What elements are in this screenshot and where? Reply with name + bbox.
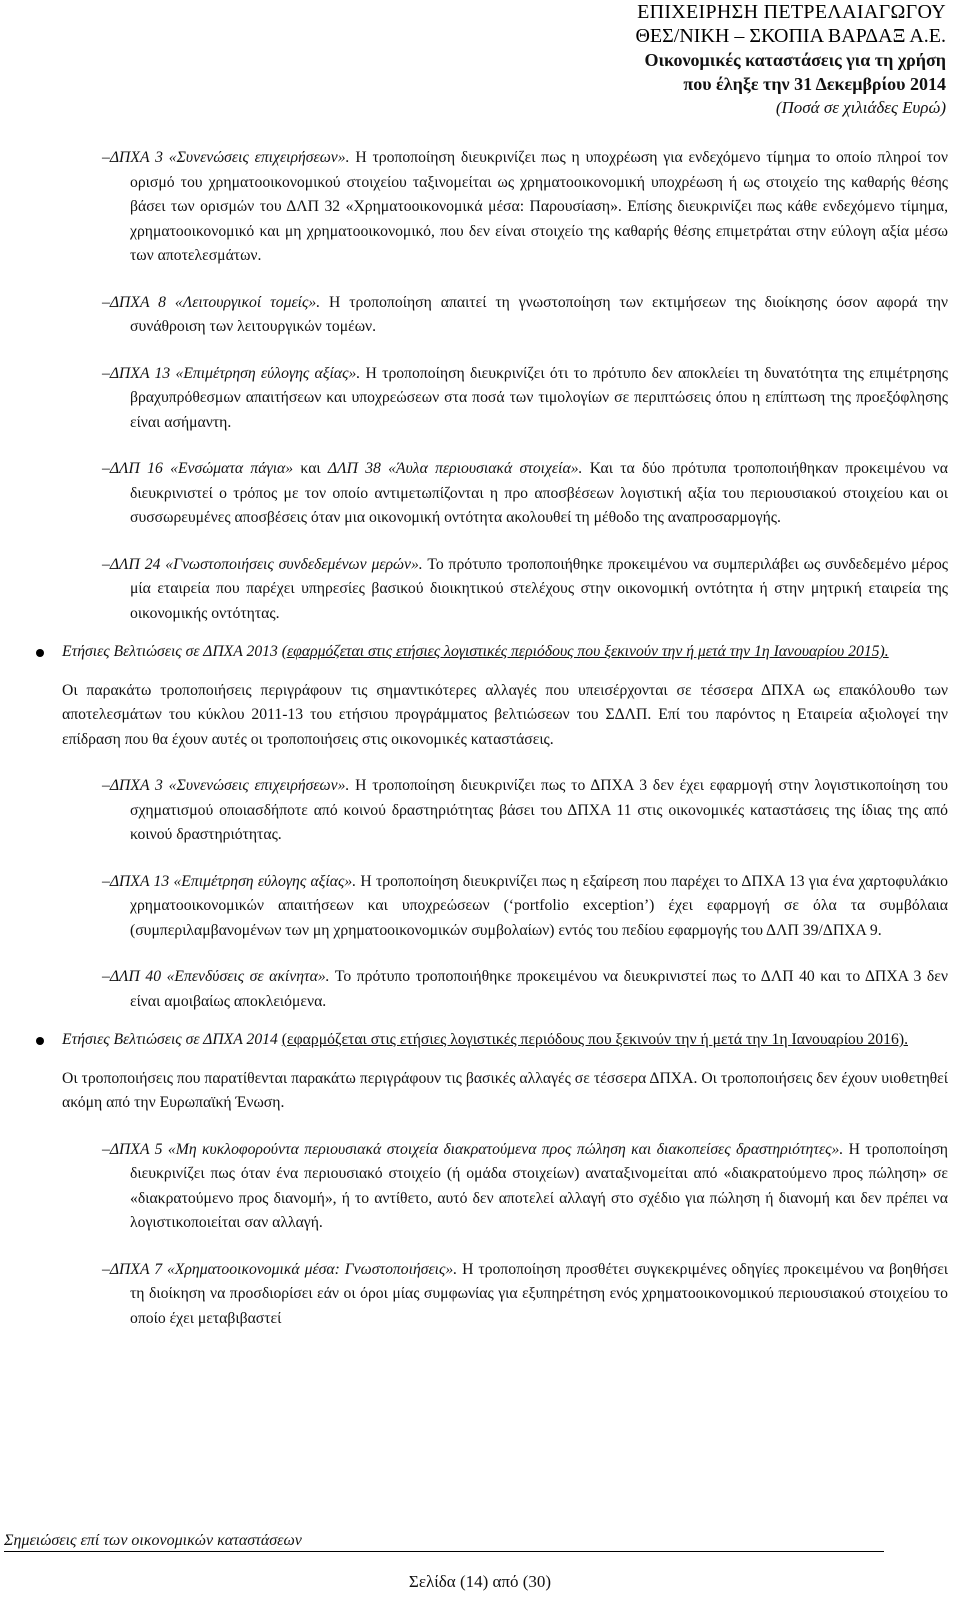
item-ifrs13-2013: –ΔΠΧΑ 13 «Επιμέτρηση εύλογης αξίας». Η τροποποίηση διευκρινίζει πως η εξαίρεση που παρέχει το ΔΠΧΑ 13 για ένα χαρτοφυλάκιο χρηματοοικονομικών απαιτήσεων και υποχρεώσεων (‘portfolio exception’) έχει εφαρμογή σε όλα τα συμβόλαια (συμπεριλαμβανομένων των μη χρηματοοικονομικών συμβολαίων) εντός του πεδίου εφαρμογής του ΔΛΠ 39/ΔΠΧΑ 9. [102, 872, 948, 939]
item-ifrs7-2014: –ΔΠΧΑ 7 «Χρηματοοικονομικά μέσα: Γνωστοποιήσεις». Η τροποποίηση προσθέτει συγκεκριμένες οδηγίες προκειμένου να βοηθήσει τη διοίκηση να προσδιορίσει εάν οι όροι μίας συμφωνίας για εξυπηρέτηση ενός χρηματοοικονομικού περιουσιακού στοιχείου το οποίο έχει μεταβιβαστεί [102, 1260, 948, 1327]
intro-2014: Οι τροποποιήσεις που παρατίθενται παρακάτω περιγράφουν τις βασικές αλλαγές σε τέσσερα ΔΠΧΑ. Οι τροποποιήσεις δεν έχουν υιοθετηθεί ακόμη από την Ευρωπαϊκή Ένωση. [62, 1069, 948, 1111]
bullet-dot [36, 649, 44, 657]
bullet-improvements-2013 [62, 640, 948, 665]
item-ias16-ias38-2012: –ΔΛΠ 16 «Ενσώματα πάγια» και ΔΛΠ 38 «Άυλα περιουσιακά στοιχεία». Και τα δύο πρότυπα τροποποιήθηκαν προκειμένου να διευκρινιστεί ο τρόπος με τον οποίο αντιμετωπίζονται η προ αποσβέσεων λογιστική αξία του περιουσιακού στοιχείου και οι συσσωρευμένες αποσβέσεις όταν μια οικονομική οντότητα ακολουθεί τη μέθοδο της αναπροσαρμογής. [102, 460, 948, 526]
company-route: ΘΕΣ/ΝΙΚΗ – ΣΚΟΠΙΑ ΒΑΡΔΑΞ Α.Ε. [635, 25, 946, 47]
item-ifrs13-2012: –ΔΠΧΑ 13 «Επιμέτρηση εύλογης αξίας». Η τροποποίηση διευκρινίζει ότι το πρότυπο δεν αποκλείει τη δυνατότητα της επιμέτρησης βραχυπρόθεσμων απαιτήσεων και υποχρεώσεων στα ποσά των τιμολογίων σε περιπτώσεις όπου η επίπτωση της προεξόφλησης είναι ασήμαντη. [102, 364, 948, 431]
footer-divider [4, 1551, 884, 1552]
bullet-applies-2013: (εφαρμόζεται στις ετήσιες λογιστικές περιόδους που ξεκινούν την ή μετά την 1η Ιανουαρίου 2015). [281, 643, 889, 660]
bullet-title-2014: Ετήσιες Βελτιώσεις σε ΔΠΧΑ 2014 [62, 1031, 278, 1048]
item-ifrs3-2013: –ΔΠΧΑ 3 «Συνενώσεις επιχειρήσεων». Η τροποποίηση διευκρινίζει πως το ΔΠΧΑ 3 δεν έχει εφαρμογή στην λογιστικοποίηση του σχηματισμού οποιασδήποτε από κοινού δραστηριότητας βάσει του ΔΠΧΑ 11 στις οικονομικές καταστάσεις της ίδιας της από κοινού δραστηριότητας. [102, 777, 948, 843]
item-ias40-2013: –ΔΛΠ 40 «Επενδύσεις σε ακίνητα». Το πρότυπο τροποποιήθηκε προκειμένου να διευκρινιστεί πως το ΔΛΠ 40 και το ΔΠΧΑ 3 δεν είναι αμοιβαίως αποκλειόμενα. [102, 968, 948, 1010]
bullet-dot [36, 1037, 44, 1045]
statement-title: Οικονομικές καταστάσεις για τη χρήση [644, 50, 946, 70]
item-ias24-2012: –ΔΛΠ 24 «Γνωστοποιήσεις συνδεδεμένων μερών». Το πρότυπο τροποποιήθηκε προκειμένου να συμπεριλάβει ως συνδεδεμένο μέρος μία εταιρεία που παρέχει υπηρεσίες βασικού διοικητικού στελέχους στην οικονομική οντότητα ή στην μητρική εταιρεία της οικονομικής οντότητας. [102, 555, 949, 622]
page-number: Σελίδα (14) από (30) [408, 1572, 552, 1591]
bullet-title-2013: Ετήσιες Βελτιώσεις σε ΔΠΧΑ 2013 [62, 643, 278, 660]
item-ifrs5-2014: –ΔΠΧΑ 5 «Μη κυκλοφορούντα περιουσιακά στοιχεία διακρατούμενα προς πώληση και διακοπείσες δραστηριότητες». Η τροποποίηση διευκρινίζει πως όταν ένα περιουσιακό στοιχείο (ή ομάδα στοιχείων) αναταξινομείται από «διακρατούμενο προς πώληση» σε «διακρατούμενο προς διανομή», ή το αντίθετο, αυτό δεν αποτελεί αλλαγή στο σχέδιο για πώληση ή διανομή και δεν πρέπει να λογιστικοποιείται σαν αλλαγή. [102, 1140, 948, 1231]
bullet-applies-2014: (εφαρμόζεται στις ετήσιες λογιστικές περιόδους που ξεκινούν την ή μετά την 1η Ιανουαρίου 2016). [281, 1031, 908, 1048]
intro-2013: Οι παρακάτω τροποποιήσεις περιγράφουν τις σημαντικότερες αλλαγές που υπεισέρχονται σε τέσσερα ΔΠΧΑ ως επακόλουθο των αποτελεσμάτων του κύκλου 2011-13 του ετήσιου προγράμματος βελτιώσεων του ΣΔΛΠ. Επί του παρόντος η Εταιρεία αξιολογεί την επίδραση που θα έχουν αυτές οι τροποποιήσεις στις οικονομικές καταστάσεις. [62, 681, 948, 748]
item-ifrs8-2012: –ΔΠΧΑ 8 «Λειτουργικοί τομείς». Η τροποποίηση απαιτεί τη γνωστοποίηση των εκτιμήσεων της διοίκησης όσον αφορά την συνάθροιση των λειτουργικών τομέων. [102, 293, 948, 335]
item-ifrs3-2012: –ΔΠΧΑ 3 «Συνενώσεις επιχειρήσεων». Η τροποποίηση διευκρινίζει πως η υποχρέωση για ενδεχόμενο τίμημα το οποίο πληροί τον ορισμό του χρηματοοικονομικού στοιχείου ταξινομείται ως χρηματοοικονομική υποχρέωση ή ως στοιχείο της καθαρής θέσης βάσει των ορισμών του ΔΛΠ 32 «Χρηματοοικονομικά μέσα: Παρουσίαση». Επίσης διευκρινίζει πως κάθε ενδεχόμενο τίμημα, χρηματοοικονομικό και μη χρηματοοικονομικό, που δεν είναι στοιχείο της καθαρής θέσης επιμετράται στην εύλογη αξία μέσω των αποτελεσμάτων. [102, 149, 948, 264]
amounts-note: (Ποσά σε χιλιάδες Ευρώ) [775, 98, 946, 117]
bullet-improvements-2014 [62, 1028, 948, 1053]
statement-period: που έληξε την 31 Δεκεμβρίου 2014 [683, 74, 946, 94]
footer-notes-label: Σημειώσεις επί των οικονομικών καταστάσεων [4, 1532, 302, 1549]
company-name: ΕΠΙΧΕΙΡΗΣΗ ΠΕΤΡΕΛΑΙΑΓΩΓΟΥ [637, 1, 946, 23]
document-body [0, 146, 960, 1331]
page-header [246, 0, 946, 120]
